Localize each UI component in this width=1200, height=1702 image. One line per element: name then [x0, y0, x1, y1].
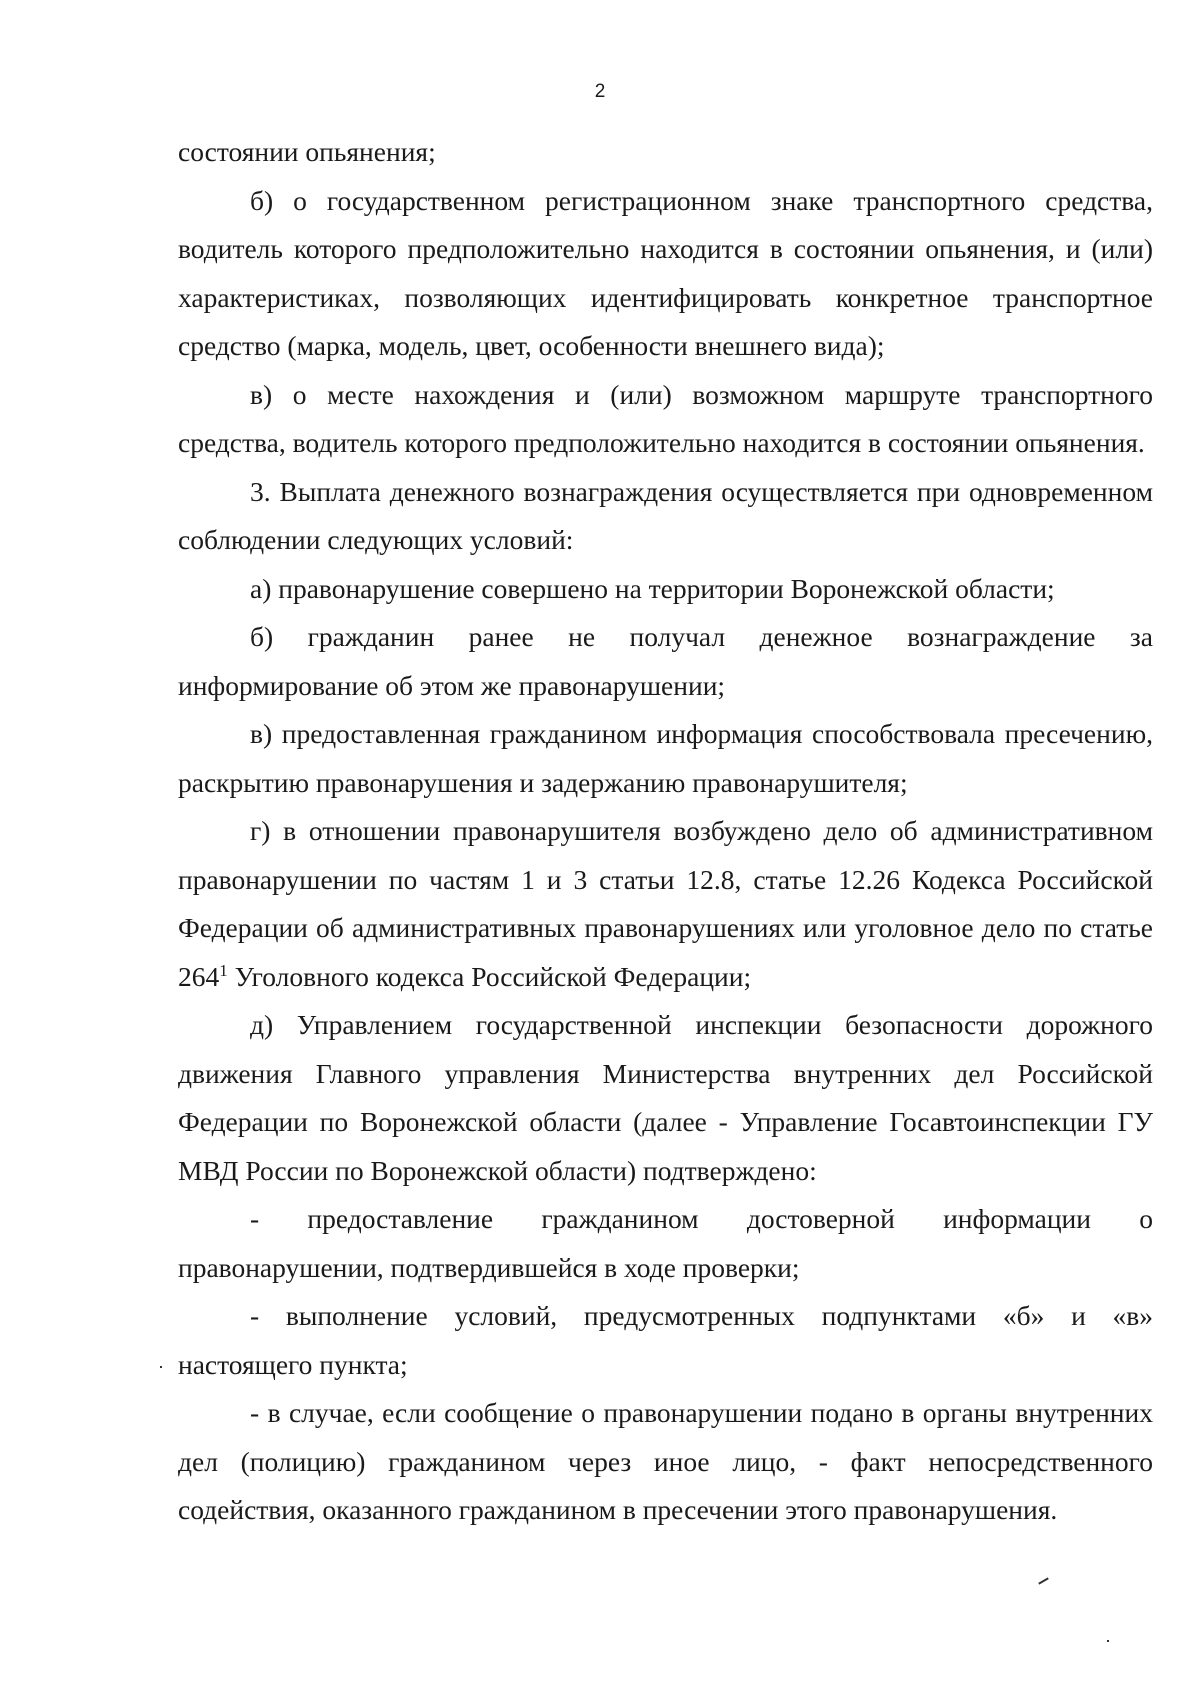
- article-superscript: 1: [219, 960, 228, 980]
- condition-g-tail: Уголовного кодекса Российской Федерации;: [227, 960, 752, 992]
- paragraph-confirmation-1: - предоставление гражданином достоверной информации о правонарушении, подтвердившейся в ходе проверки;: [178, 1203, 1153, 1283]
- paragraph-continuation: состоянии опьянения;: [178, 136, 436, 167]
- paragraph-subitem-b: б) о государственном регистрационном знаке транспортного средства, водитель которого предположительно находится в состоянии опьянения, и (или) характеристиках, позволяющих идентифицировать конкретное транспортное средство (марка, модель, цвет, особенности внешнего вида);: [178, 184, 1153, 361]
- paragraph-condition-d: д) Управлением государственной инспекции безопасности дорожного движения Главного управления Министерства внутренних дел Российской Федерации по Воронежской области (далее - Управление Госавтоинспекции ГУ МВД России по Воронежской области) подтверждено:: [178, 1009, 1153, 1186]
- document-body: [178, 128, 1153, 1535]
- paragraph-confirmation-2: - выполнение условий, предусмотренных подпунктами «б» и «в» настоящего пункта;: [178, 1300, 1153, 1380]
- scan-dot: [1107, 1640, 1109, 1642]
- paragraph-item-3: 3. Выплата денежного вознаграждения осуществляется при одновременном соблюдении следующих условий:: [178, 475, 1153, 555]
- paragraph-condition-g: [178, 807, 1153, 1001]
- paragraph-condition-v: в) предоставленная гражданином информация способствовала пресечению, раскрытию правонарушения и задержанию правонарушителя;: [178, 718, 1153, 798]
- paragraph-confirmation-3: - в случае, если сообщение о правонарушении подано в органы внутренних дел (полицию) гражданином через иное лицо, - факт непосредственного содействия, оказанного гражданином в пресечении этого правонарушения.: [178, 1397, 1153, 1525]
- condition-g-text: г) в отношении правонарушителя возбуждено дело об административном правонарушении по частям 1 и 3 статьи 12.8, статье 12.26 Кодекса Российской Федерации об административных правонарушениях или уголовное дело по статье 264: [178, 815, 1153, 992]
- scan-mark: [1038, 1577, 1049, 1584]
- paragraph-subitem-v: в) о месте нахождения и (или) возможном маршруте транспортного средства, водитель которого предположительно находится в состоянии опьянения.: [178, 378, 1153, 458]
- paragraph-condition-a: а) правонарушение совершено на территории Воронежской области;: [250, 572, 1055, 604]
- paragraph-condition-b: б) гражданин ранее не получал денежное вознаграждение за информирование об этом же правонарушении;: [178, 621, 1153, 701]
- scan-dot: [160, 1366, 162, 1368]
- page-number: 2: [594, 81, 606, 102]
